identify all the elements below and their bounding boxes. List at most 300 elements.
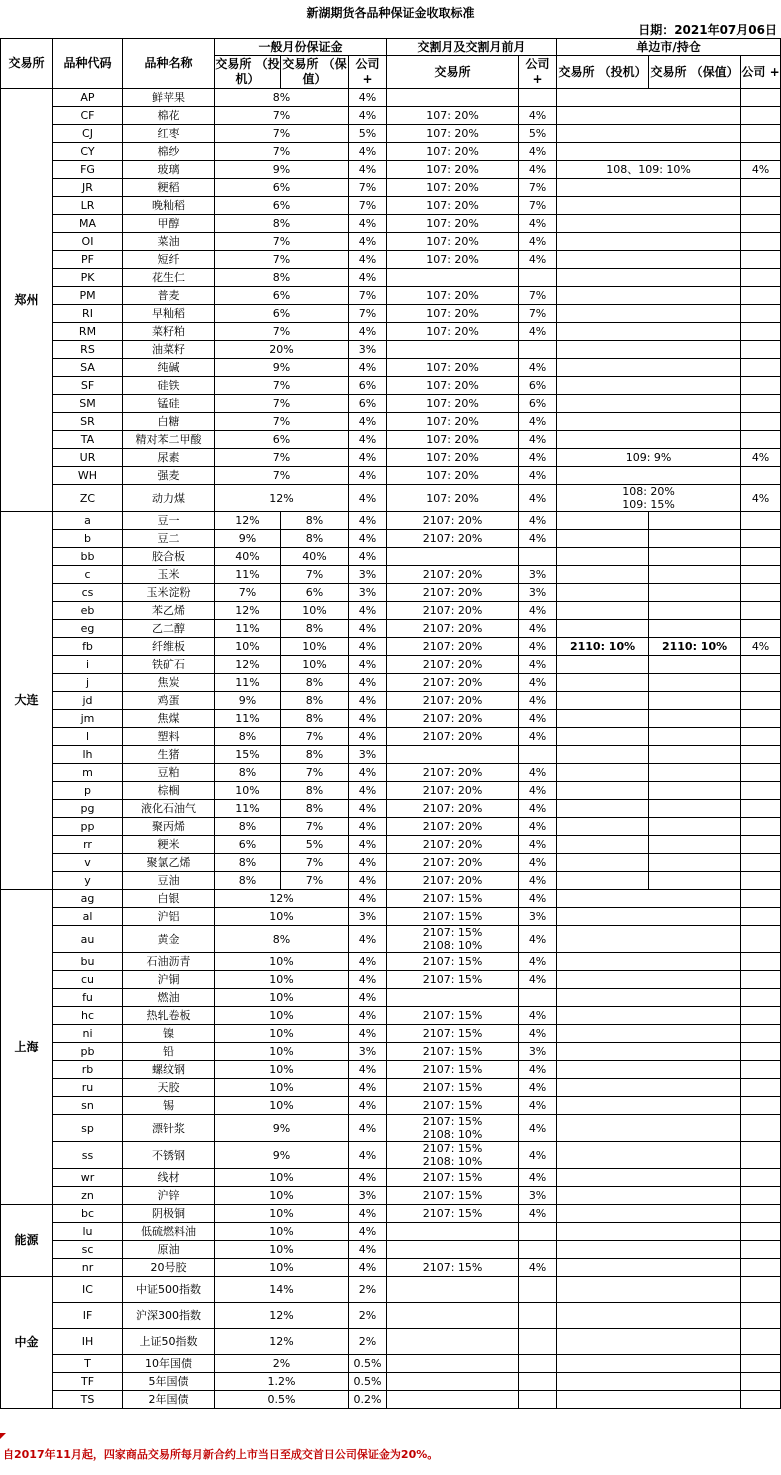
name-cell: 棕榈 [123, 782, 215, 800]
general-cell: 0.5% [215, 1391, 349, 1409]
general-company-cell: 6% [349, 395, 387, 413]
delivery-cell [387, 1391, 519, 1409]
delivery-cell: 107: 20% [387, 251, 519, 269]
delivery-cell: 2107: 20% [387, 602, 519, 620]
general-cell: 10% [215, 1223, 349, 1241]
cell-line: 2108: 10% [422, 939, 483, 952]
general-company-cell: 4% [349, 269, 387, 287]
general-company-cell: 4% [349, 989, 387, 1007]
general-hedge-cell: 5% [281, 836, 349, 854]
single-hedge-cell [649, 854, 741, 872]
name-cell: 甲醇 [123, 215, 215, 233]
code-cell: nr [53, 1259, 123, 1277]
single-company-cell [741, 1391, 781, 1409]
table-row [1, 872, 781, 890]
code-cell: MA [53, 215, 123, 233]
exchange-cell: 上海 [1, 890, 53, 1205]
table-row [1, 836, 781, 854]
name-cell: 20号胶 [123, 1259, 215, 1277]
general-spec-cell: 11% [215, 674, 281, 692]
delivery-company-cell: 4% [519, 1025, 557, 1043]
single-hedge-cell [649, 674, 741, 692]
table-row [1, 638, 781, 656]
delivery-company-cell: 3% [519, 566, 557, 584]
delivery-cell: 2107: 15% [387, 1097, 519, 1115]
single-company-cell [741, 1355, 781, 1373]
table-row [1, 1025, 781, 1043]
cell-line: 2107: 15% [422, 1115, 483, 1128]
delivery-company-cell: 4% [519, 1169, 557, 1187]
code-cell: lh [53, 746, 123, 764]
table-row [1, 89, 781, 107]
delivery-cell [387, 1115, 519, 1142]
header-general: 一般月份保证金 [215, 39, 387, 56]
table-row [1, 1373, 781, 1391]
table-row [1, 818, 781, 836]
delivery-company-cell: 4% [519, 764, 557, 782]
single-cell [557, 1115, 741, 1142]
name-cell: 晚籼稻 [123, 197, 215, 215]
name-cell: 豆二 [123, 530, 215, 548]
delivery-company-cell: 6% [519, 395, 557, 413]
single-hedge-cell [649, 530, 741, 548]
name-cell: 菜籽粕 [123, 323, 215, 341]
single-company-cell [741, 1007, 781, 1025]
name-cell: 油菜籽 [123, 341, 215, 359]
delivery-company-cell [519, 548, 557, 566]
delivery-company-cell: 4% [519, 890, 557, 908]
single-spec-cell [557, 836, 649, 854]
table-row [1, 1142, 781, 1169]
name-cell: 不锈钢 [123, 1142, 215, 1169]
general-company-cell: 7% [349, 305, 387, 323]
delivery-company-cell [519, 269, 557, 287]
single-cell [557, 989, 741, 1007]
delivery-cell: 107: 20% [387, 161, 519, 179]
name-cell: 黄金 [123, 926, 215, 953]
header-delivery-exch: 交易所 [387, 56, 519, 89]
general-spec-cell: 9% [215, 692, 281, 710]
delivery-company-cell: 4% [519, 674, 557, 692]
table-row [1, 1187, 781, 1205]
name-cell: 原油 [123, 1241, 215, 1259]
header-name: 品种名称 [123, 39, 215, 89]
delivery-company-cell: 4% [519, 1007, 557, 1025]
general-company-cell: 4% [349, 602, 387, 620]
single-company-cell [741, 656, 781, 674]
name-cell: 阴极铜 [123, 1205, 215, 1223]
name-cell: 锰硅 [123, 395, 215, 413]
delivery-company-cell: 4% [519, 215, 557, 233]
table-row [1, 710, 781, 728]
code-cell: PK [53, 269, 123, 287]
delivery-company-cell: 4% [519, 1142, 557, 1169]
single-hedge-cell [649, 728, 741, 746]
delivery-cell: 107: 20% [387, 485, 519, 512]
general-company-cell: 4% [349, 530, 387, 548]
margin-table [0, 38, 781, 1409]
general-company-cell: 4% [349, 323, 387, 341]
code-cell: ag [53, 890, 123, 908]
general-spec-cell: 11% [215, 800, 281, 818]
single-company-cell [741, 566, 781, 584]
general-company-cell: 4% [349, 764, 387, 782]
single-spec-cell: 2110: 10% [557, 638, 649, 656]
delivery-company-cell [519, 1277, 557, 1303]
delivery-cell: 2107: 15% [387, 1007, 519, 1025]
table-row [1, 233, 781, 251]
code-cell: y [53, 872, 123, 890]
single-spec-cell [557, 728, 649, 746]
single-company-cell [741, 395, 781, 413]
table-row [1, 179, 781, 197]
name-cell: 粳稻 [123, 179, 215, 197]
single-hedge-cell [649, 512, 741, 530]
delivery-cell: 2107: 20% [387, 710, 519, 728]
general-company-cell: 4% [349, 656, 387, 674]
delivery-cell: 107: 20% [387, 413, 519, 431]
name-cell: 鸡蛋 [123, 692, 215, 710]
table-row [1, 1391, 781, 1409]
single-cell [557, 179, 741, 197]
exchange-cell: 郑州 [1, 89, 53, 512]
code-cell: eb [53, 602, 123, 620]
general-company-cell: 4% [349, 1223, 387, 1241]
general-spec-cell: 10% [215, 782, 281, 800]
table-row [1, 125, 781, 143]
name-cell: 沪锌 [123, 1187, 215, 1205]
single-cell [557, 485, 741, 512]
single-spec-cell [557, 692, 649, 710]
general-company-cell: 5% [349, 125, 387, 143]
general-hedge-cell: 7% [281, 872, 349, 890]
general-company-cell: 4% [349, 854, 387, 872]
general-company-cell: 4% [349, 692, 387, 710]
general-hedge-cell: 10% [281, 656, 349, 674]
delivery-cell: 2107: 15% [387, 1043, 519, 1061]
general-company-cell: 7% [349, 197, 387, 215]
single-spec-cell [557, 674, 649, 692]
general-cell: 10% [215, 1025, 349, 1043]
general-cell: 10% [215, 1259, 349, 1277]
delivery-company-cell: 4% [519, 971, 557, 989]
single-company-cell [741, 953, 781, 971]
general-cell: 9% [215, 1142, 349, 1169]
general-company-cell: 2% [349, 1303, 387, 1329]
name-cell: 低硫燃料油 [123, 1223, 215, 1241]
table-row [1, 620, 781, 638]
table-row [1, 656, 781, 674]
code-cell: JR [53, 179, 123, 197]
single-spec-cell [557, 800, 649, 818]
code-cell: OI [53, 233, 123, 251]
delivery-cell [387, 989, 519, 1007]
delivery-company-cell: 4% [519, 710, 557, 728]
delivery-company-cell: 4% [519, 1061, 557, 1079]
code-cell: b [53, 530, 123, 548]
delivery-cell: 2107: 20% [387, 566, 519, 584]
table-row [1, 764, 781, 782]
delivery-cell: 2107: 15% [387, 1079, 519, 1097]
delivery-company-cell: 4% [519, 431, 557, 449]
delivery-cell: 107: 20% [387, 179, 519, 197]
single-company-cell [741, 818, 781, 836]
general-cell: 7% [215, 107, 349, 125]
name-cell: 豆油 [123, 872, 215, 890]
single-spec-cell [557, 620, 649, 638]
delivery-company-cell: 7% [519, 197, 557, 215]
name-cell: 动力煤 [123, 485, 215, 512]
single-company-cell [741, 359, 781, 377]
general-hedge-cell: 8% [281, 530, 349, 548]
table-row [1, 341, 781, 359]
name-cell: 乙二醇 [123, 620, 215, 638]
general-cell: 7% [215, 413, 349, 431]
general-company-cell: 4% [349, 1097, 387, 1115]
single-company-cell [741, 467, 781, 485]
code-cell: jd [53, 692, 123, 710]
general-company-cell: 4% [349, 233, 387, 251]
single-cell [557, 1329, 741, 1355]
delivery-company-cell: 4% [519, 143, 557, 161]
single-hedge-cell: 2110: 10% [649, 638, 741, 656]
general-company-cell: 0.5% [349, 1373, 387, 1391]
general-company-cell: 4% [349, 449, 387, 467]
table-row [1, 1007, 781, 1025]
single-company-cell [741, 890, 781, 908]
single-spec-cell [557, 512, 649, 530]
general-cell: 7% [215, 449, 349, 467]
delivery-cell: 107: 20% [387, 125, 519, 143]
delivery-company-cell: 3% [519, 908, 557, 926]
code-cell: m [53, 764, 123, 782]
single-cell [557, 323, 741, 341]
single-company-cell [741, 1169, 781, 1187]
delivery-company-cell [519, 89, 557, 107]
table-row [1, 287, 781, 305]
name-cell: 铅 [123, 1043, 215, 1061]
delivery-company-cell [519, 1241, 557, 1259]
code-cell: pb [53, 1043, 123, 1061]
single-hedge-cell [649, 836, 741, 854]
delivery-company-cell: 4% [519, 836, 557, 854]
general-company-cell: 4% [349, 926, 387, 953]
name-cell: 焦煤 [123, 710, 215, 728]
single-company-cell [741, 377, 781, 395]
delivery-company-cell: 4% [519, 413, 557, 431]
single-spec-cell [557, 710, 649, 728]
code-cell: IH [53, 1329, 123, 1355]
general-hedge-cell: 7% [281, 728, 349, 746]
general-company-cell: 2% [349, 1329, 387, 1355]
delivery-company-cell [519, 989, 557, 1007]
general-company-cell: 0.5% [349, 1355, 387, 1373]
general-hedge-cell: 6% [281, 584, 349, 602]
delivery-company-cell: 4% [519, 1097, 557, 1115]
code-cell: j [53, 674, 123, 692]
code-cell: PM [53, 287, 123, 305]
single-spec-cell [557, 530, 649, 548]
single-company-cell [741, 908, 781, 926]
name-cell: 铁矿石 [123, 656, 215, 674]
table-row [1, 1223, 781, 1241]
single-company-cell [741, 836, 781, 854]
general-company-cell: 4% [349, 620, 387, 638]
single-company-cell [741, 971, 781, 989]
header-exch-spec: 交易所 （投机） [215, 56, 281, 89]
name-cell: 豆粕 [123, 764, 215, 782]
delivery-cell: 107: 20% [387, 197, 519, 215]
single-company-cell [741, 269, 781, 287]
general-company-cell: 3% [349, 1043, 387, 1061]
delivery-company-cell: 4% [519, 467, 557, 485]
single-company-cell [741, 1259, 781, 1277]
delivery-cell: 107: 20% [387, 359, 519, 377]
single-cell: 109: 9% [557, 449, 741, 467]
note-marker [0, 1433, 6, 1439]
single-hedge-cell [649, 782, 741, 800]
general-cell: 7% [215, 233, 349, 251]
general-company-cell: 4% [349, 890, 387, 908]
single-hedge-cell [649, 746, 741, 764]
general-company-cell: 3% [349, 566, 387, 584]
single-spec-cell [557, 566, 649, 584]
delivery-company-cell: 6% [519, 377, 557, 395]
delivery-cell [387, 1303, 519, 1329]
general-company-cell: 2% [349, 1277, 387, 1303]
code-cell: UR [53, 449, 123, 467]
general-cell: 8% [215, 926, 349, 953]
table-row [1, 602, 781, 620]
general-company-cell: 3% [349, 1187, 387, 1205]
single-company-cell: 4% [741, 485, 781, 512]
code-cell: fb [53, 638, 123, 656]
table-row [1, 1115, 781, 1142]
delivery-company-cell: 4% [519, 485, 557, 512]
single-company-cell [741, 728, 781, 746]
delivery-company-cell: 4% [519, 800, 557, 818]
general-hedge-cell: 8% [281, 710, 349, 728]
general-company-cell: 4% [349, 1115, 387, 1142]
name-cell: 沪铜 [123, 971, 215, 989]
single-company-cell [741, 548, 781, 566]
single-hedge-cell [649, 602, 741, 620]
single-hedge-cell [649, 800, 741, 818]
delivery-company-cell: 4% [519, 818, 557, 836]
name-cell: 燃油 [123, 989, 215, 1007]
general-spec-cell: 40% [215, 548, 281, 566]
table-row [1, 1169, 781, 1187]
header-delivery-company: 公司 + [519, 56, 557, 89]
delivery-cell: 107: 20% [387, 467, 519, 485]
single-cell [557, 1223, 741, 1241]
name-cell: 热轧卷板 [123, 1007, 215, 1025]
code-cell: FG [53, 161, 123, 179]
single-hedge-cell [649, 584, 741, 602]
exchange-cell: 能源 [1, 1205, 53, 1277]
single-hedge-cell [649, 656, 741, 674]
single-cell [557, 1169, 741, 1187]
delivery-company-cell: 4% [519, 1115, 557, 1142]
table-row [1, 746, 781, 764]
general-company-cell: 4% [349, 1007, 387, 1025]
delivery-company-cell: 4% [519, 1259, 557, 1277]
code-cell: cs [53, 584, 123, 602]
general-spec-cell: 11% [215, 710, 281, 728]
single-cell [557, 1391, 741, 1409]
code-cell: RI [53, 305, 123, 323]
delivery-company-cell: 4% [519, 359, 557, 377]
code-cell: CY [53, 143, 123, 161]
single-hedge-cell [649, 872, 741, 890]
general-cell: 9% [215, 161, 349, 179]
general-company-cell: 3% [349, 746, 387, 764]
delivery-cell: 107: 20% [387, 287, 519, 305]
name-cell: 镍 [123, 1025, 215, 1043]
single-hedge-cell [649, 566, 741, 584]
delivery-cell [387, 341, 519, 359]
general-company-cell: 4% [349, 89, 387, 107]
general-company-cell: 3% [349, 908, 387, 926]
cell-line: 108: 20% [622, 485, 675, 498]
general-cell: 14% [215, 1277, 349, 1303]
table-row [1, 1061, 781, 1079]
table-row [1, 971, 781, 989]
single-company-cell [741, 179, 781, 197]
general-cell: 10% [215, 1043, 349, 1061]
general-spec-cell: 12% [215, 512, 281, 530]
delivery-cell: 107: 20% [387, 395, 519, 413]
general-hedge-cell: 8% [281, 782, 349, 800]
table-row [1, 377, 781, 395]
name-cell: 天胶 [123, 1079, 215, 1097]
single-company-cell [741, 1025, 781, 1043]
single-cell [557, 1259, 741, 1277]
single-company-cell [741, 1241, 781, 1259]
table-row [1, 305, 781, 323]
single-hedge-cell [649, 818, 741, 836]
single-cell [557, 1007, 741, 1025]
name-cell: 液化石油气 [123, 800, 215, 818]
delivery-company-cell [519, 1329, 557, 1355]
general-spec-cell: 8% [215, 854, 281, 872]
name-cell: 玉米 [123, 566, 215, 584]
name-cell: 玻璃 [123, 161, 215, 179]
general-company-cell: 4% [349, 485, 387, 512]
single-hedge-cell [649, 710, 741, 728]
table-row [1, 1043, 781, 1061]
single-spec-cell [557, 548, 649, 566]
delivery-company-cell: 3% [519, 584, 557, 602]
general-company-cell: 4% [349, 782, 387, 800]
single-spec-cell [557, 818, 649, 836]
single-company-cell [741, 251, 781, 269]
single-cell [557, 125, 741, 143]
single-company-cell [741, 602, 781, 620]
code-cell: au [53, 926, 123, 953]
general-hedge-cell: 10% [281, 602, 349, 620]
general-company-cell: 4% [349, 107, 387, 125]
delivery-cell: 2107: 15% [387, 1061, 519, 1079]
single-spec-cell [557, 782, 649, 800]
delivery-company-cell: 4% [519, 872, 557, 890]
table-row [1, 890, 781, 908]
delivery-company-cell: 4% [519, 107, 557, 125]
single-cell [557, 251, 741, 269]
single-company-cell [741, 692, 781, 710]
single-cell [557, 1061, 741, 1079]
name-cell: 中证500指数 [123, 1277, 215, 1303]
